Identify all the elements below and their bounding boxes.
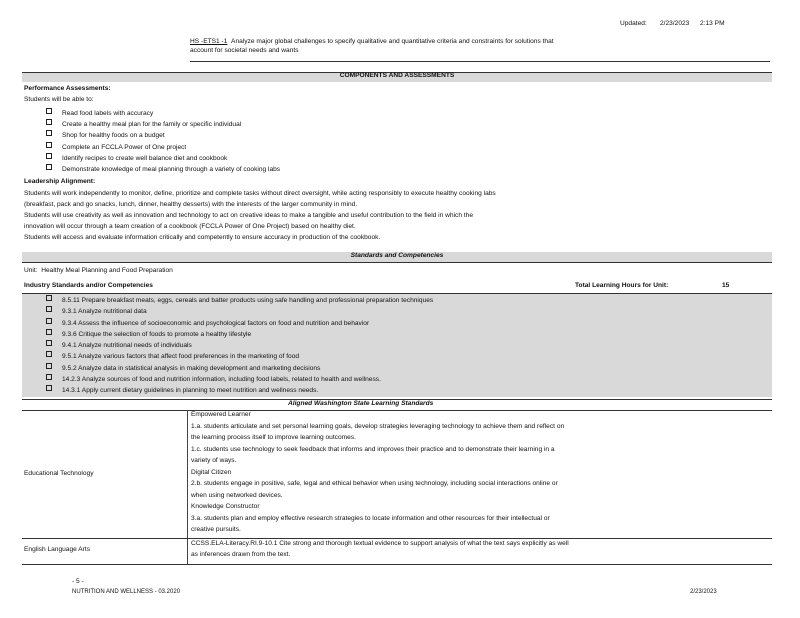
list-item: 9.4.1 Analyze nutritional needs of individuals [46,340,433,351]
ela-label: English Language Arts [24,546,90,553]
list-item: 8.5.11 Prepare breakfast meats, eggs, cereals and batter products using safe handling and professional preparation techniques [46,295,433,306]
footer-course: NUTRITION AND WELLNESS - 03.2020 [72,589,181,595]
updated-time: 2:13 PM [700,20,725,27]
hs-text-1: Analyze major global challenges to specify qualitative and quantitative criteria and constraints for solutions that [231,38,554,45]
checkbox-icon [46,306,52,312]
ela-bottom-rule [22,564,772,565]
list-item: Identify recipes to create well balance diet and cookbook [46,153,280,164]
edtech-line: 1.a. students articulate and set personal learning goals, develop strategies leveraging technology to achieve them and reflect on [191,422,565,430]
leadership-line: Students will work independently to monitor, define, prioritize and complete tasks without direct oversight, while acting responsibly to execute healthy cooking labs [24,190,496,197]
checkbox-icon [46,318,52,324]
checkbox-icon [46,385,52,391]
standards-title: Standards and Competencies [350,252,444,259]
leadership-line: Students will access and evaluate information critically and competently to ensure accuracy in production of the cookbook. [24,234,381,241]
list-item: 9.5.1 Analyze various factors that affect food preferences in the marketing of food [46,351,433,362]
checkbox-icon [46,363,52,369]
aligned-column-divider [187,410,188,565]
page-number: - 5 - [72,578,84,585]
edtech-line: 1.c. students use technology to seek feedback that informs and improves their practice and to demonstrate their learning in a [191,445,555,453]
checkbox-icon [46,119,52,125]
unit-value: Healthy Meal Planning and Food Preparation [41,267,173,274]
list-item: 14.2.3 Analyze sources of food and nutrition information, including food labels, related to health and wellness. [46,374,433,385]
footer-date: 2/23/2023 [690,589,717,595]
industry-standards-list [46,295,433,397]
performance-list [46,108,280,175]
edtech-line: variety of ways. [191,457,237,464]
list-item: Create a healthy meal plan for the family or specific individual [46,119,280,130]
list-item: Read food labels with accuracy [46,108,280,119]
edtech-line: Knowledge Constructor [191,503,260,510]
edtech-line: creative pursuits. [191,526,241,533]
list-item: 9.3.6 Critique the selection of foods to promote a healthy lifestyle [46,329,433,340]
ela-line: as inferences drawn from the text. [191,551,291,558]
edtech-line: Digital Citizen [191,468,232,476]
edtech-label: Educational Technology [24,470,94,477]
hs-bottom-rule [190,61,770,62]
unit-label: Unit: [24,267,38,274]
list-item: 9.3.1 Analyze nutritional data [46,306,433,317]
checkbox-icon [46,340,52,346]
checkbox-icon [46,295,52,301]
checkbox-icon [46,153,52,159]
total-hours-label: Total Learning Hours for Unit: [575,282,669,289]
ela-top-rule [22,538,772,539]
components-title: COMPONENTS AND ASSESSMENTS [339,72,455,79]
list-item: 9.5.2 Analyze data in statistical analysis in making development and marketing decisions [46,363,433,374]
checkbox-icon [46,351,52,357]
edtech-line: when using networked devices. [191,491,283,499]
hs-code: HS -ETS1 -1 [190,38,228,45]
leadership-line: Students will use creativity as well as innovation and technology to act on creative ideas to make a tangible and useful contribution to the field in which the [24,212,474,219]
checkbox-icon [46,374,52,380]
list-item: 9.3.4 Assess the influence of socioeconomic and psychological factors on food and nutrition and behavior [46,318,433,329]
checkbox-icon [46,130,52,136]
industry-standards-top-rule [22,293,772,294]
leadership-line: innovation will occur through a team creation of a cookbook (FCCLA Power of One Project) based on healthy diet. [24,223,356,230]
edtech-line: 2.b. students engage in positive, safe, legal and ethical behavior when using technology, including social interactions online or [191,480,558,487]
hs-text-2: account for societal needs and wants [190,46,299,54]
total-hours-value: 15 [722,282,730,289]
list-item: Demonstrate knowledge of meal planning through a variety of cooking labs [46,164,280,175]
checkbox-icon [46,108,52,114]
ela-line: CCSS.ELA-Literacy.RI.9-10.1 Cite strong and thorough textual evidence to support analysis of what the text says explicitly as well [191,540,569,547]
updated-date: 2/23/2023 [660,20,690,27]
checkbox-icon [46,142,52,148]
leadership-label: Leadership Alignment: [24,178,96,185]
aligned-title-rule [22,410,772,411]
leadership-line: (breakfast, pack and go snacks, lunch, dinner, healthy desserts) with the interests of the larger community in mind. [24,201,358,208]
list-item: 14.3.1 Apply current dietary guidelines in planning to meet nutrition and wellness needs. [46,385,433,396]
aligned-title: Aligned Washington State Learning Standards [288,400,434,407]
list-item: Complete an FCCLA Power of One project [46,142,280,153]
edtech-line: the learning process itself to improve learning outcomes. [191,434,356,441]
industry-label: Industry Standards and/or Competencies [24,282,153,289]
unit-line [24,267,173,276]
edtech-line: 3.a. students plan and employ effective research strategies to locate information and other resources for their intellectual or [191,514,550,522]
checkbox-icon [46,329,52,335]
performance-label: Performance Assessments: [24,85,111,92]
updated-label: Updated: [620,20,647,27]
edtech-line: Empowered Learner [191,411,251,418]
list-item: Shop for healthy foods on a budget [46,130,280,141]
standards-top-rule [22,262,772,263]
hs-standard [190,38,770,56]
students-intro: Students will be able to: [24,96,94,103]
checkbox-icon [46,164,52,170]
